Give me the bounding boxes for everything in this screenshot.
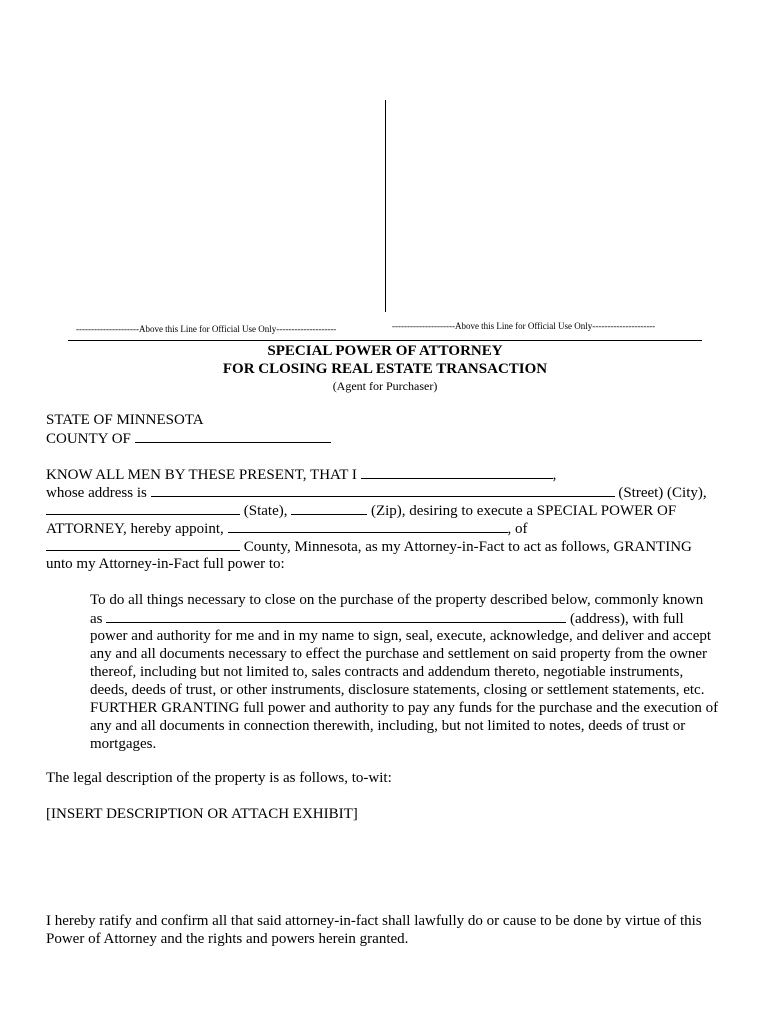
intro-line-3 [46,501,676,520]
document-subtitle: (Agent for Purchaser) [332,379,438,393]
intro-line-1 [46,465,556,484]
legal-description-placeholder: [INSERT DESCRIPTION OR ATTACH EXHIBIT] [46,806,358,822]
appoint-label: ATTORNEY, hereby appoint, [46,521,224,537]
document-title-line2: FOR CLOSING REAL ESTATE TRANSACTION [222,361,548,377]
zip-label: (Zip), desiring to execute a SPECIAL POWER OF [370,503,677,519]
principal-name-blank[interactable] [361,465,553,479]
ratify-line-1: I hereby ratify and confirm all that said attorney-in-fact shall lawfully do or cause to be done by virtue of this [46,913,702,929]
county-label: COUNTY OF [46,431,131,447]
official-use-label-right: ---------------------Above this Line for Official Use Only--------------------- [392,321,656,331]
intro-comma: , [552,467,557,483]
of-label: , of [507,521,528,537]
powers-line-9: mortgages. [90,736,157,752]
state-label: (State), [243,503,288,519]
recording-area-divider [385,100,386,312]
official-use-label-left: ---------------------Above this Line for Official Use Only-------------------- [76,324,337,334]
intro-line-6: unto my Attorney-in-Fact full power to: [46,556,285,572]
intro-line-4 [46,519,528,538]
county-blank[interactable] [135,429,331,443]
powers-line-3: power and authority for me and in my name to sign, seal, execute, acknowledge, and deliver and accept [90,628,712,644]
powers-line-6: deeds, deeds of trust, or other instruments, disclosure statements, closing or settlement statements, etc. [90,682,705,698]
zip-blank[interactable] [291,501,367,515]
intro-line-5 [46,537,692,556]
powers-line-4: any and all documents necessary to effect the purchase and settlement on said property from the owner [90,646,708,662]
powers-line-8: any and all documents in connection therewith, including, but not limited to notes, deeds of trust or [90,718,686,734]
powers-line-1: To do all things necessary to close on the purchase of the property described below, commonly known [90,592,704,608]
ratify-line-2: Power of Attorney and the rights and powers herein granted. [46,931,409,947]
powers-line-7: FURTHER GRANTING full power and authority to pay any funds for the purchase and the execution of [90,700,719,716]
property-address-blank[interactable] [106,609,566,623]
granting-label: County, Minnesota, as my Attorney-in-Fact to act as follows, GRANTING [243,539,692,555]
street-city-blank[interactable] [151,483,615,497]
powers-line-2 [90,609,684,628]
state-heading: STATE OF MINNESOTA [46,412,204,428]
agent-county-blank[interactable] [46,537,240,551]
street-city-label: (Street) (City), [618,485,707,501]
header-rule [68,340,702,341]
intro-line-2 [46,483,707,502]
agent-name-blank[interactable] [228,519,508,533]
address-label: whose address is [46,485,147,501]
document-title: SPECIAL POWER OF ATTORNEY [267,343,503,359]
address-suffix: (address), with full [570,611,684,627]
legal-description-label: The legal description of the property is as follows, to-wit: [46,770,392,786]
county-line [46,429,331,448]
state-blank[interactable] [46,501,240,515]
as-label: as [90,611,103,627]
principal-label: KNOW ALL MEN BY THESE PRESENT, THAT I [46,467,357,483]
powers-line-5: thereof, including but not limited to, sales contracts and addendum thereto, negotiable instruments, [90,664,684,680]
